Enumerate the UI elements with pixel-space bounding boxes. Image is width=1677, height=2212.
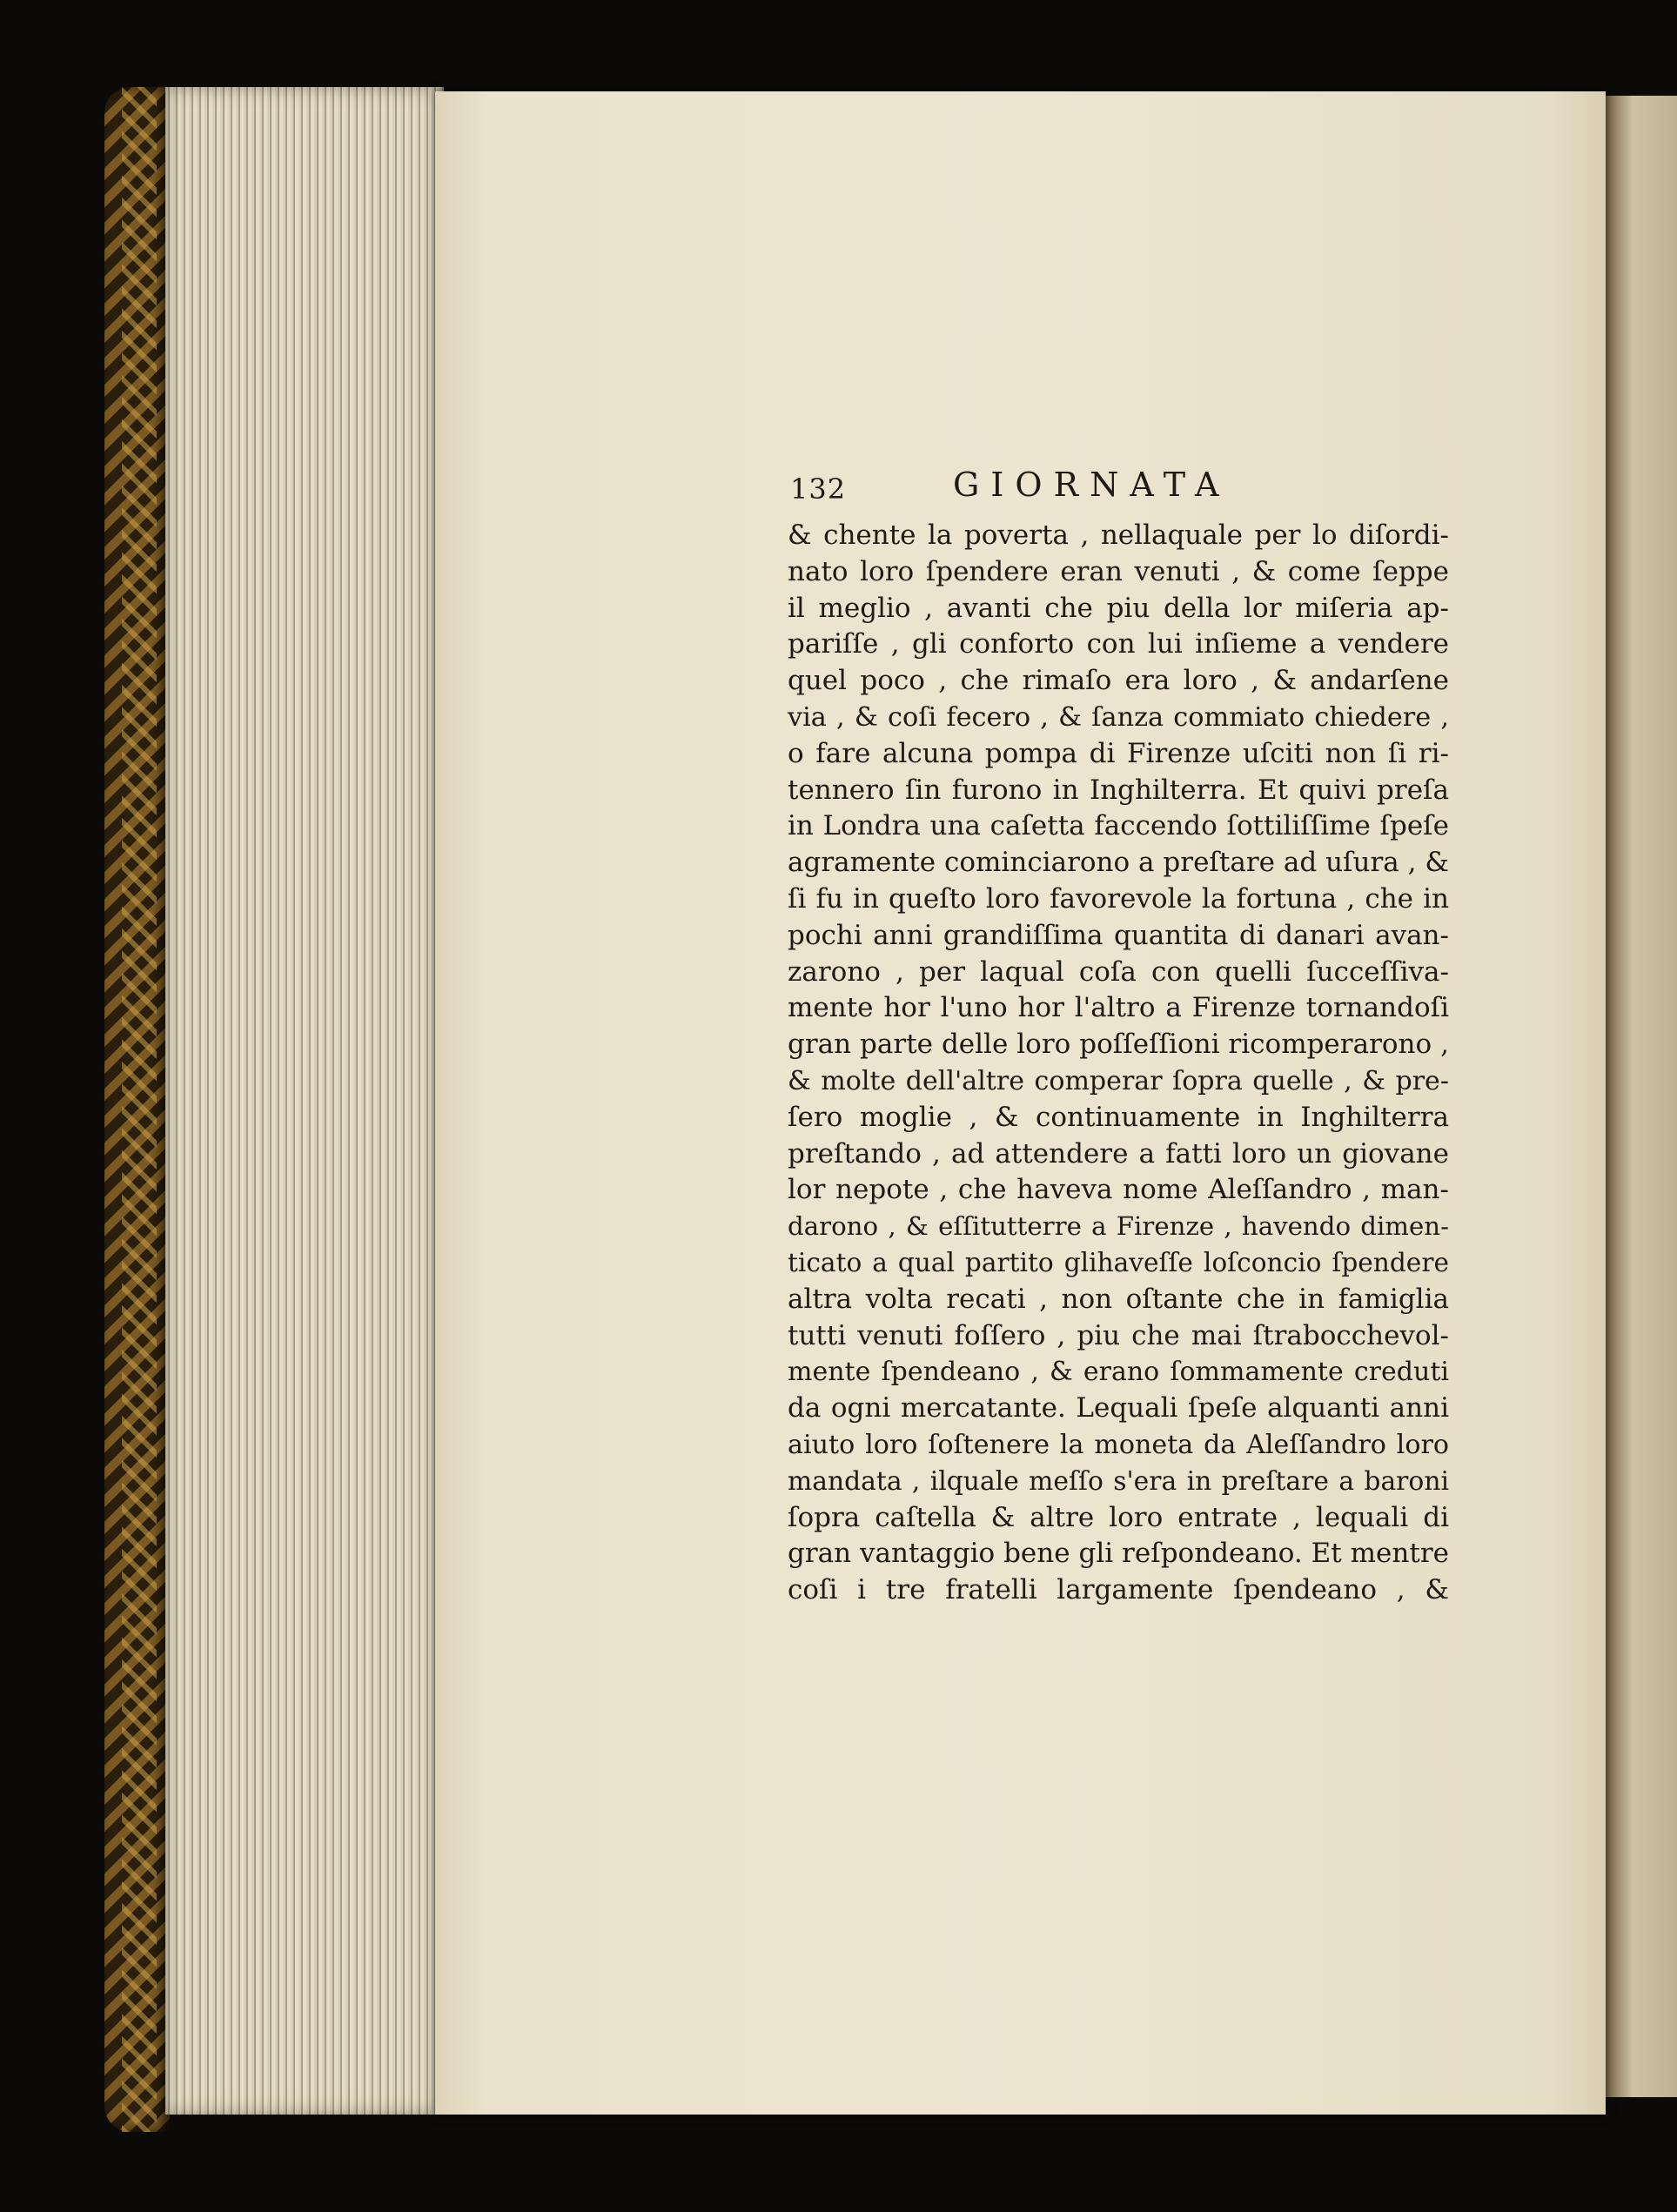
text-line: ſero moglie , & continuamente in Inghilterra (788, 1101, 1449, 1133)
text-line: agramente cominciarono a preſtare ad uſura , & (788, 847, 1449, 879)
text-line: pochi anni grandiſſima quantita di danari avan- (788, 919, 1449, 951)
text-line: da ogni mercatante. Lequali ſpeſe alquanti anni (788, 1392, 1449, 1424)
text-line: coſi i tre fratelli largamente ſpendeano , & (788, 1574, 1449, 1606)
text-line: via , & coſi fecero , & ſanza commiato chiedere , (788, 701, 1449, 733)
facing-page-edge (1603, 96, 1677, 2097)
text-line: mente ſpendeano , & erano ſommamente creduti (788, 1357, 1449, 1388)
text-line: tutti venuti foſſero , piu che mai ſtrabocchevol- (788, 1319, 1449, 1351)
text-line: il meglio , avanti che piu della lor miſeria ap- (788, 592, 1449, 624)
text-line: o fare alcuna pompa di Firenze uſciti non ſi ri- (788, 737, 1449, 769)
running-head (788, 466, 1449, 518)
text-line: lor nepote , che haveva nome Aleſſandro , man- (788, 1174, 1449, 1206)
text-block (788, 466, 1449, 1609)
text-line: preſtando , ad attendere a fatti loro un giovane (788, 1137, 1449, 1170)
text-line: darono , & eſſitutterre a Firenze , havendo dimen- (788, 1211, 1449, 1242)
text-line: tennero ſin furono in Inghilterra. Et quivi preſa (788, 774, 1449, 806)
text-line: & molte dell'altre comperar ſopra quelle , & pre- (788, 1065, 1449, 1096)
text-line: zarono , per laqual coſa con quelli ſucceſſiva- (788, 955, 1449, 988)
body-text (788, 518, 1449, 1609)
text-line: ſopra caſtella & altre loro entrate , lequali di (788, 1501, 1449, 1533)
text-line: ſi fu in queſto loro favorevole la fortuna , che in (788, 882, 1449, 915)
running-head-title: GIORNATA (953, 466, 1231, 504)
text-line: gran vantaggio bene gli reſpondeano. Et mentre (788, 1538, 1449, 1570)
text-line: ticato a qual partito glihaveſſe loſconcio ſpendere (788, 1247, 1449, 1277)
text-line: gran parte delle loro poſſeſſioni ricomperarono , (788, 1029, 1449, 1061)
text-line: altra volta recati , non oſtante che in famiglia (788, 1283, 1449, 1315)
text-line: aiuto loro ſoſtenere la moneta da Aleſſandro loro (788, 1429, 1449, 1460)
text-line: pariſſe , gli conforto con lui inſieme a vendere (788, 628, 1449, 660)
spine-ornament (122, 87, 157, 2132)
text-line: mente hor l'uno hor l'altro a Firenze tornandoſi (788, 992, 1449, 1024)
page-edges (165, 87, 444, 2115)
text-line: & chente la poverta , nellaquale per lo diſordi- (788, 519, 1449, 551)
text-line: nato loro ſpendere eran venuti , & come ſeppe (788, 555, 1449, 587)
page-number: 132 (790, 473, 847, 506)
text-line: quel poco , che rimaſo era loro , & andarſene (788, 665, 1449, 697)
text-line: in Londra una caſetta faccendo ſottiliſſime ſpeſe (788, 810, 1449, 842)
text-line: mandata , ilquale meſſo s'era in preſtare a baroni (788, 1465, 1449, 1497)
